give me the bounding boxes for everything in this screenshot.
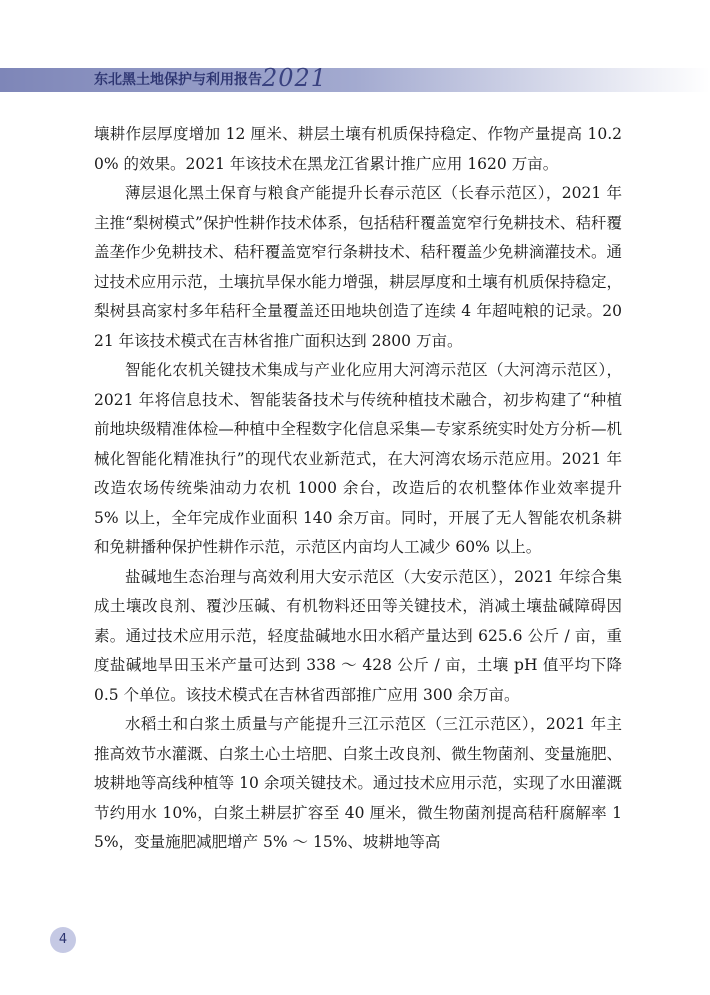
paragraph-daan: 盐碱地生态治理与高效利用大安示范区（大安示范区），2021 年综合集成土壤改良剂、覆沙压碱、有机物料还田等关键技术，消减土壤盐碱障碍因素。通过技术应用示范，轻度盐碱地水田水稻产量达到 625.6 公斤 / 亩，重度盐碱地旱田玉米产量可达到 338 ～ 428 公斤 / 亩，土壤 pH 值平均下降 0.5 个单位。该技术模式在吉林省西部推广应用 300 余万亩。 — [94, 567, 622, 704]
page-number-badge: 4 — [50, 927, 76, 953]
paragraph-continued: 壤耕作层厚度增加 12 厘米、耕层土壤有机质保持稳定、作物产量提高 10.20% 的效果。2021 年该技术在黑龙江省累计推广应用 1620 万亩。 — [94, 125, 622, 173]
body-text — [94, 120, 622, 858]
running-header — [0, 64, 710, 92]
report-title: 东北黑土地保护与利用报告 — [94, 72, 262, 88]
paragraph-sanjiang: 水稻土和白浆土质量与产能提升三江示范区（三江示范区），2021 年主推高效节水灌溉、白浆土心土培肥、白浆土改良剂、微生物菌剂、变量施肥、坡耕地等高线种植等 10 余项关键技术。通过技术应用示范，实现了水田灌溉节约用水 10%，白浆土耕层扩容至 40 厘米，微生物菌剂提高秸秆腐解率 15%，变量施肥减肥增产 5% ～ 15%、坡耕地等高 — [94, 715, 622, 851]
paragraph-dahewan: 智能化农机关键技术集成与产业化应用大河湾示范区（大河湾示范区），2021 年将信息技术、智能装备技术与传统种植技术融合，初步构建了“种植前地块级精准体检—种植中全程数字化信息采集—专家系统实时处方分析—机械化智能化精准执行”的现代农业新范式，在大河湾农场示范应用。2021 年改造农场传统柴油动力农机 1000 余台，改造后的农机整体作业效率提升 5% 以上，全年完成作业面积 140 余万亩。同时，开展了无人智能农机条耕和免耕播种保护性耕作示范，示范区内亩均人工减少 60% 以上。 — [94, 361, 622, 556]
paragraph-changchun: 薄层退化黑土保育与粮食产能提升长春示范区（长春示范区），2021 年主推“梨树模式”保护性耕作技术体系，包括秸秆覆盖宽窄行免耕技术、秸秆覆盖垄作少免耕技术、秸秆覆盖宽窄行条耕技术、秸秆覆盖少免耕滴灌技术。通过技术应用示范，土壤抗旱保水能力增强，耕层厚度和土壤有机质保持稳定，梨树县高家村多年秸秆全量覆盖还田地块创造了连续 4 年超吨粮的记录。2021 年该技术模式在吉林省推广面积达到 2800 万亩。 — [94, 184, 622, 350]
report-year: 2021 — [262, 64, 328, 92]
